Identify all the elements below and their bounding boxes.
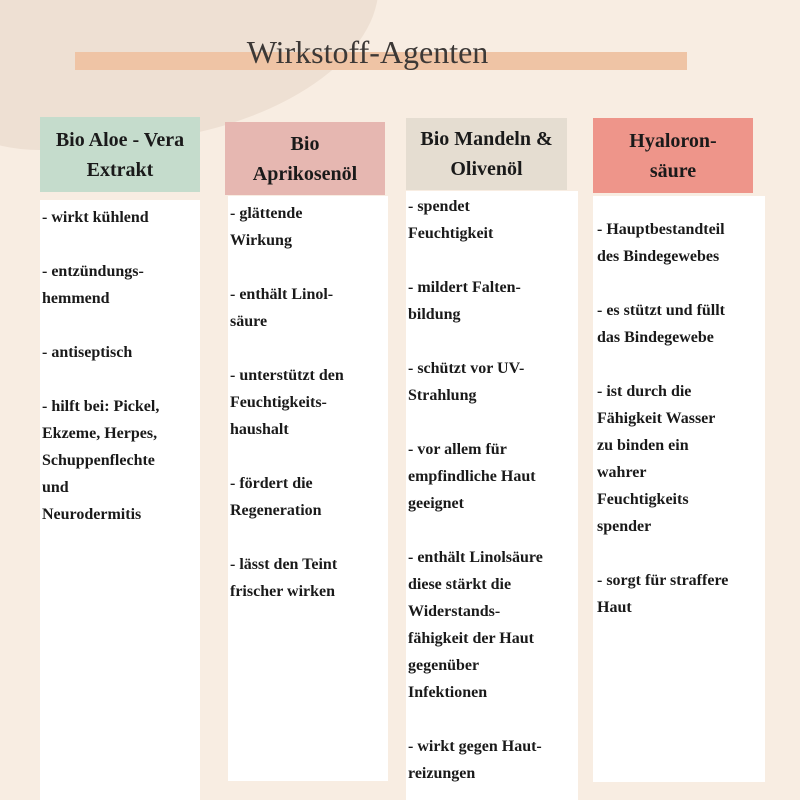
column-header-label: Bio Aloe - Vera Extrakt (55, 128, 185, 181)
list-item: - sorgt für straffere Haut (597, 572, 729, 616)
column-header-mandeln-olivenoel (406, 118, 567, 190)
list-item: - wirkt kühlend (42, 209, 149, 226)
column-header-label: Hyaloron- säure (629, 129, 717, 182)
list-item: - antiseptisch (42, 344, 133, 361)
column-body-mandeln-olivenoel (406, 191, 578, 800)
list-item: - hilft bei: Pickel, Ekzeme, Herpes, Schuppenflechte und Neurodermitis (42, 398, 160, 523)
column-header-hyaluronsaeure (593, 118, 753, 193)
list-item: - unterstützt den Feuchtigkeits- haushalt (230, 367, 344, 438)
list-item: - ist durch die Fähigkeit Wasser zu binden ein wahrer Feuchtigkeits spender (597, 383, 716, 535)
column-header-aprikosenoel (225, 122, 385, 195)
list-item: - es stützt und füllt das Bindegewebe (597, 302, 726, 346)
list-item: - lässt den Teint frischer wirken (230, 556, 338, 600)
list-item: - spendet Feuchtigkeit (408, 198, 494, 242)
list-item: - mildert Falten- bildung (408, 279, 521, 323)
column-body-hyaluronsaeure (593, 196, 765, 782)
list-item: - vor allem für empfindliche Haut geeignet (408, 441, 536, 512)
list-item: - glättende Wirkung (230, 205, 303, 249)
list-item: - enthält Linolsäure diese stärkt die Widerstands- fähigkeit der Haut gegenüber Infektionen (408, 549, 543, 701)
page-title: Wirkstoff-Agenten (246, 34, 489, 70)
column-body-aloe-vera (40, 200, 200, 800)
list-item: - entzündungs- hemmend (42, 263, 144, 307)
column-body-aprikosenoel (228, 196, 388, 781)
list-item: - schützt vor UV- Strahlung (408, 360, 525, 404)
list-item: - fördert die Regeneration (230, 475, 322, 519)
column-header-aloe-vera (40, 117, 200, 192)
list-item: - Hauptbestandteil des Bindegewebes (597, 221, 725, 265)
list-item: - wirkt gegen Haut- reizungen (408, 738, 542, 782)
column-header-label: Bio Aprikosenöl (252, 132, 358, 185)
list-item: - enthält Linol- säure (230, 286, 334, 330)
column-header-label: Bio Mandeln & Olivenöl (420, 128, 553, 180)
